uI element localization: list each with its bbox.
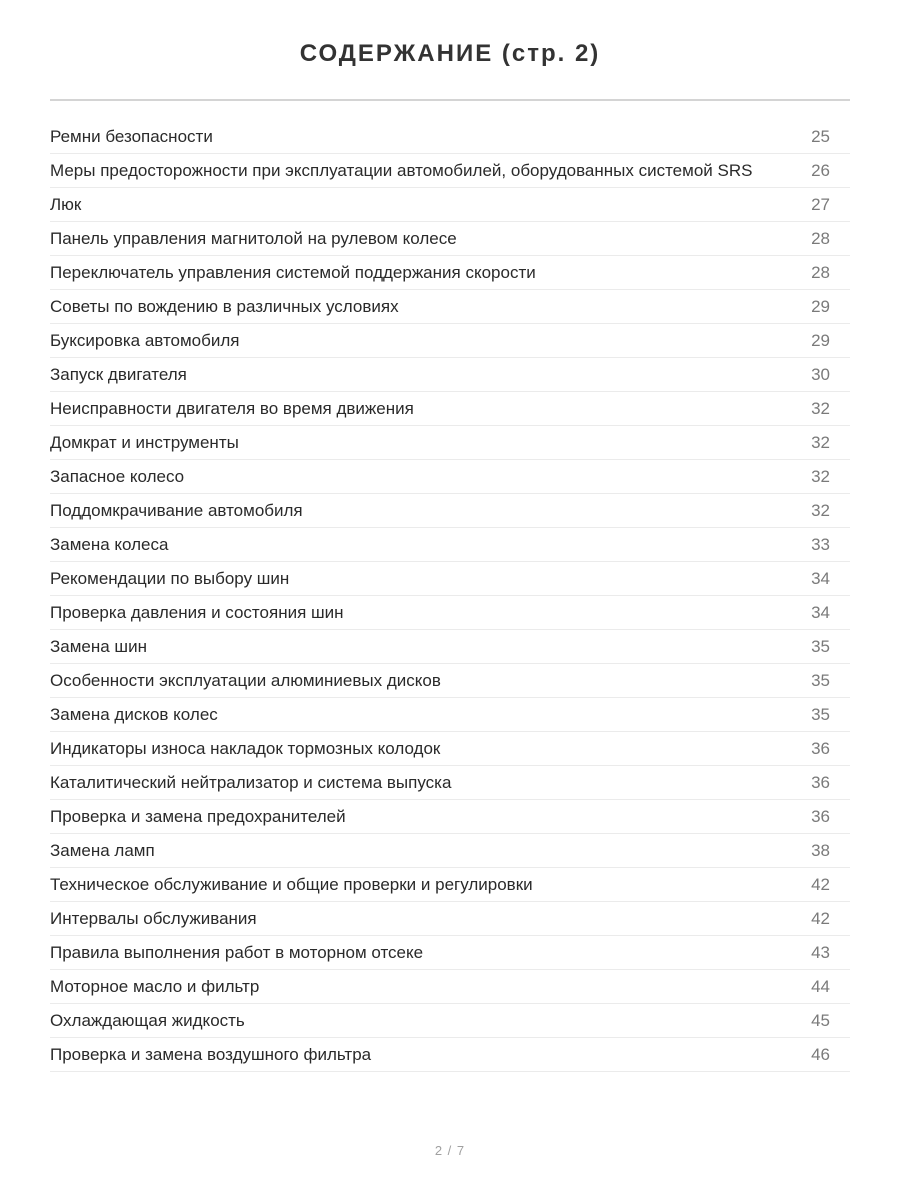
toc-entry-page-number: 38 (811, 841, 830, 860)
toc-entry[interactable] (50, 392, 850, 426)
toc-entry[interactable] (50, 256, 850, 290)
toc-entry-page-number: 36 (811, 773, 830, 792)
toc-entry[interactable] (50, 698, 850, 732)
toc-entry[interactable] (50, 562, 850, 596)
toc-entry[interactable] (50, 936, 850, 970)
toc-entry-title: Каталитический нейтрализатор и система выпуска (50, 773, 452, 792)
toc-entry-title: Поддомкрачивание автомобиля (50, 501, 303, 520)
toc-entry-title: Рекомендации по выбору шин (50, 569, 290, 588)
toc-entry-page-number: 42 (811, 909, 830, 928)
toc-entry-page-number: 28 (811, 229, 830, 248)
toc-entry[interactable] (50, 494, 850, 528)
toc-entry-title: Особенности эксплуатации алюминиевых дисков (50, 671, 441, 690)
toc-entry-title: Интервалы обслуживания (50, 909, 257, 928)
toc-entry-title: Моторное масло и фильтр (50, 977, 260, 996)
toc-entry-title: Ремни безопасности (50, 127, 213, 146)
toc-entry-title: Замена шин (50, 637, 147, 656)
toc-entry-page-number: 30 (811, 365, 830, 384)
toc-entry-page-number: 29 (811, 297, 830, 316)
toc-entry[interactable] (50, 154, 850, 188)
toc-entry-page-number: 45 (811, 1011, 830, 1030)
toc-entry-page-number: 35 (811, 671, 830, 690)
toc-entry-page-number: 29 (811, 331, 830, 350)
toc-entry-page-number: 32 (811, 433, 830, 452)
toc-entry[interactable] (50, 290, 850, 324)
toc-entry-title: Запуск двигателя (50, 365, 187, 384)
toc-entry-title: Замена ламп (50, 841, 155, 860)
toc-entry-title: Домкрат и инструменты (50, 433, 239, 452)
toc-entry[interactable] (50, 834, 850, 868)
toc-entry[interactable] (50, 460, 850, 494)
toc-entry[interactable] (50, 800, 850, 834)
toc-entry-page-number: 46 (811, 1045, 830, 1064)
toc-entry-page-number: 36 (811, 739, 830, 758)
toc-entry[interactable] (50, 222, 850, 256)
toc-entry-title: Переключатель управления системой поддержания скорости (50, 263, 536, 282)
toc-entry-page-number: 32 (811, 467, 830, 486)
title-divider (50, 99, 850, 101)
toc-entry[interactable] (50, 766, 850, 800)
page-indicator: 2 / 7 (434, 1143, 466, 1158)
toc-entry-page-number: 34 (811, 603, 830, 622)
toc-entry-title: Проверка и замена воздушного фильтра (50, 1045, 372, 1064)
toc-entry-page-number: 28 (811, 263, 830, 282)
page-title: СОДЕРЖАНИЕ (стр. 2) (299, 40, 601, 67)
toc-entry[interactable] (50, 324, 850, 358)
toc-entry-title: Техническое обслуживание и общие проверки и регулировки (50, 875, 533, 894)
toc-entry-title: Люк (50, 195, 82, 214)
toc-entry-title: Замена колеса (50, 535, 169, 554)
toc-entry-page-number: 27 (811, 195, 830, 214)
toc-entry[interactable] (50, 188, 850, 222)
toc-entry-page-number: 43 (811, 943, 830, 962)
toc-entry-page-number: 26 (811, 161, 830, 180)
toc-entry-page-number: 35 (811, 637, 830, 656)
toc-entry[interactable] (50, 902, 850, 936)
table-of-contents (50, 120, 850, 1072)
toc-entry-page-number: 33 (811, 535, 830, 554)
toc-entry-page-number: 42 (811, 875, 830, 894)
toc-entry[interactable] (50, 358, 850, 392)
toc-entry[interactable] (50, 630, 850, 664)
toc-entry-page-number: 32 (811, 399, 830, 418)
toc-entry[interactable] (50, 528, 850, 562)
toc-entry-page-number: 25 (811, 127, 830, 146)
toc-entry-title: Проверка и замена предохранителей (50, 807, 346, 826)
toc-entry[interactable] (50, 732, 850, 766)
toc-entry-title: Панель управления магнитолой на рулевом колесе (50, 229, 457, 248)
toc-entry-title: Индикаторы износа накладок тормозных колодок (50, 739, 441, 758)
toc-entry[interactable] (50, 868, 850, 902)
toc-entry-title: Проверка давления и состояния шин (50, 603, 344, 622)
toc-entry-title: Замена дисков колес (50, 705, 218, 724)
toc-entry[interactable] (50, 426, 850, 460)
toc-entry-page-number: 34 (811, 569, 830, 588)
toc-entry[interactable] (50, 1004, 850, 1038)
toc-entry-page-number: 44 (811, 977, 830, 996)
toc-entry-title: Меры предосторожности при эксплуатации автомобилей, оборудованных системой SRS (50, 161, 753, 180)
toc-entry-page-number: 35 (811, 705, 830, 724)
toc-entry[interactable] (50, 970, 850, 1004)
toc-entry[interactable] (50, 120, 850, 154)
toc-entry-title: Советы по вождению в различных условиях (50, 297, 399, 316)
toc-entry[interactable] (50, 596, 850, 630)
toc-entry-title: Охлаждающая жидкость (50, 1011, 245, 1030)
toc-entry-title: Запасное колесо (50, 467, 185, 486)
toc-entry-page-number: 32 (811, 501, 830, 520)
toc-entry-title: Неисправности двигателя во время движения (50, 399, 414, 418)
toc-entry[interactable] (50, 1038, 850, 1072)
toc-entry[interactable] (50, 664, 850, 698)
toc-entry-title: Правила выполнения работ в моторном отсеке (50, 943, 424, 962)
toc-entry-title: Буксировка автомобиля (50, 331, 240, 350)
toc-entry-page-number: 36 (811, 807, 830, 826)
